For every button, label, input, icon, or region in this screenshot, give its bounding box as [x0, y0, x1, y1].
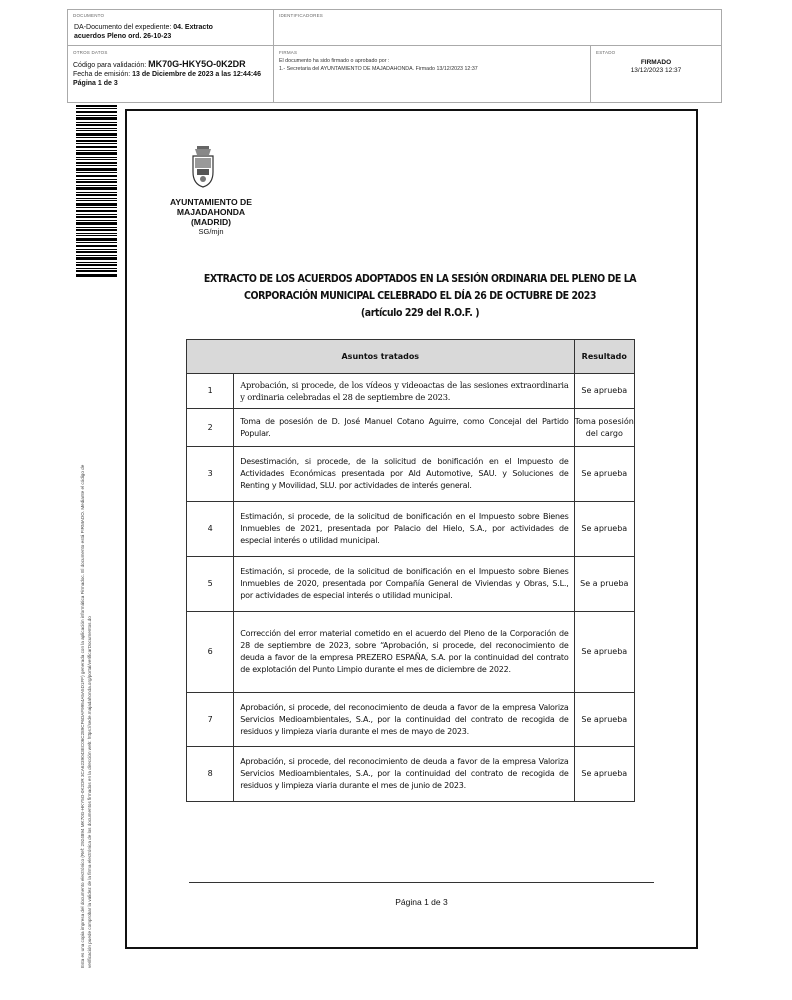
row-result: Se aprueba [574, 747, 634, 802]
row-number: 6 [187, 612, 234, 693]
table-row [187, 557, 635, 612]
row-result: Toma posesión del cargo [574, 409, 634, 447]
table-row [187, 612, 635, 693]
row-result: Se aprueba [574, 693, 634, 747]
table-header-row [187, 340, 635, 374]
agenda-table [186, 339, 635, 802]
row-number: 4 [187, 502, 234, 557]
row-description: Corrección del error material cometido en el acuerdo del Pleno de la Corporación de 28 de septiembre de 2023, sobre “Aprobación, si procede, del reconocimiento de deuda a favor de la empresa PREZERO ESPAÑA, S.A. por la continuidad del contrato de explotación del Punto Limpio durante el mes de diciembre de 2022. [234, 612, 574, 693]
column-header-resultado: Resultado [574, 340, 634, 374]
table-row [187, 447, 635, 502]
identificadores-label: IDENTIFICADORES [279, 13, 324, 18]
documento-value: DA-Documento del expediente: 04. Extracto acuerdos Pleno ord. 26-10-23 [74, 24, 213, 40]
row-description: Toma de posesión de D. José Manuel Cotano Aguirre, como Concejal del Partido Popular. [234, 409, 574, 447]
row-description: Aprobación, si procede, del reconocimiento de deuda a favor de la empresa Valoriza Servicios Medioambientales, S.A., por la continuidad del contrato de recogida de residuos y limpieza viaria durante el mes de junio de 2023. [234, 747, 574, 802]
row-number: 8 [187, 747, 234, 802]
table-row [187, 409, 635, 447]
row-number: 2 [187, 409, 234, 447]
documento-cell [68, 10, 274, 46]
estado-value: FIRMADO [640, 59, 672, 66]
otros-datos-cell [68, 46, 274, 102]
table-row [187, 374, 635, 409]
documento-label: DOCUMENTO [73, 13, 105, 18]
row-result: Se aprueba [574, 447, 634, 502]
pagina-indicator: Página 1 de 3 [73, 80, 118, 87]
identificadores-cell [274, 10, 721, 46]
row-description: Estimación, si procede, de la solicitud de bonificación en el Impuesto sobre Bienes Inmuebles de 2021, presentada por Palacio del Hielo, S.A., por actividades de especial interés o utilidad municipal. [234, 502, 574, 557]
table-row [187, 747, 635, 802]
org-line2: MAJADAHONDA [176, 207, 246, 217]
row-result: Se aprueba [574, 612, 634, 693]
row-number: 3 [187, 447, 234, 502]
firmas-cell [274, 46, 591, 102]
footer-divider [189, 882, 654, 883]
estado-cell [591, 46, 721, 102]
column-header-asuntos: Asuntos tratados [187, 340, 575, 374]
table-row [187, 693, 635, 747]
row-description: Desestimación, si procede, de la solicitud de bonificación en el Impuesto de Actividades Económicas presentada por Ald Automotive, SAU. y Soluciones de Renting y Movilidad, SLU. por actividades de interés general. [234, 447, 574, 502]
document-title: EXTRACTO DE LOS ACUERDOS ADOPTADOS EN LA SESIÓN ORDINARIA DEL PLENO DE LA CORPORACIÓN MUNICIPAL CELEBRADO EL DÍA 26 DE OCTUBRE DE 2023 (artículo 229 del R.O.F. ) [203, 273, 637, 319]
org-reference: SG/mjn [198, 227, 224, 236]
row-result: Se aprueba [574, 374, 634, 409]
codigo-value: MK70G-HKY5O-0K2DR [148, 59, 246, 69]
barcode-image [76, 105, 117, 277]
firmas-label: FIRMAS [279, 50, 298, 55]
estado-date: 13/12/2023 12:37 [630, 67, 682, 74]
firmas-line1: El documento ha sido firmado o aprobado por : [279, 58, 390, 64]
fecha-value: 13 de Diciembre de 2023 a las 12:44:46 [132, 71, 261, 78]
codigo-label: Código para validación: [73, 62, 149, 69]
otros-datos-label: OTROS DATOS [73, 50, 108, 55]
fecha-label: Fecha de emisión: [73, 71, 133, 78]
row-number: 7 [187, 693, 234, 747]
org-line1: AYUNTAMIENTO DE [170, 197, 252, 207]
estado-label: ESTADO [596, 50, 616, 55]
municipal-crest-icon [190, 146, 216, 188]
row-description: Estimación, si procede, de la solicitud de bonificación en el Impuesto sobre Bienes Inmuebles de 2020, presentada por Compañía General de Viviendas y Obras, S.L., por actividades de especial interés o utilidad municipal. [234, 557, 574, 612]
firmas-line2: 1.- Secretaria del AYUNTAMIENTO DE MAJADAHONDA. Firmado 13/12/2023 12:37 [279, 66, 478, 72]
page-number: Página 1 de 3 [395, 897, 448, 907]
row-description: Aprobación, si procede, de los vídeos y videoactas de las sesiones extraordinaria y ordinaria celebradas el 28 de septiembre de 2023. [234, 374, 574, 409]
row-number: 5 [187, 557, 234, 612]
row-result: Se aprueba [574, 502, 634, 557]
org-line3: (MADRID) [190, 217, 232, 227]
row-description: Aprobación, si procede, del reconocimiento de deuda a favor de la empresa Valoriza Servicios Medioambientales, S.A., por la continuidad del contrato de recogida de residuos y limpieza viaria durante el mes de mayo de 2023. [234, 693, 574, 747]
row-number: 1 [187, 374, 234, 409]
row-result: Se a prueba [574, 557, 634, 612]
verification-side-text: Esta es una copia impresa del documento electrónico (Ref: 2924894 MK70G-HKY5O-0K2DR 3CA6239043EC06C289CF6DAF9954A5A5D1FF) generada con la aplicación informática Firmadoc. El documento está FIRMADO. Mediante el código de verificación puede comprobar la validez de la firma electrónica de los documentos firmados en la dirección web: https://sede.majadahonda.org/portal/verificarDocumentos.do [80, 464, 92, 968]
table-row [187, 502, 635, 557]
organization-block [152, 197, 270, 237]
document-header [67, 9, 722, 103]
